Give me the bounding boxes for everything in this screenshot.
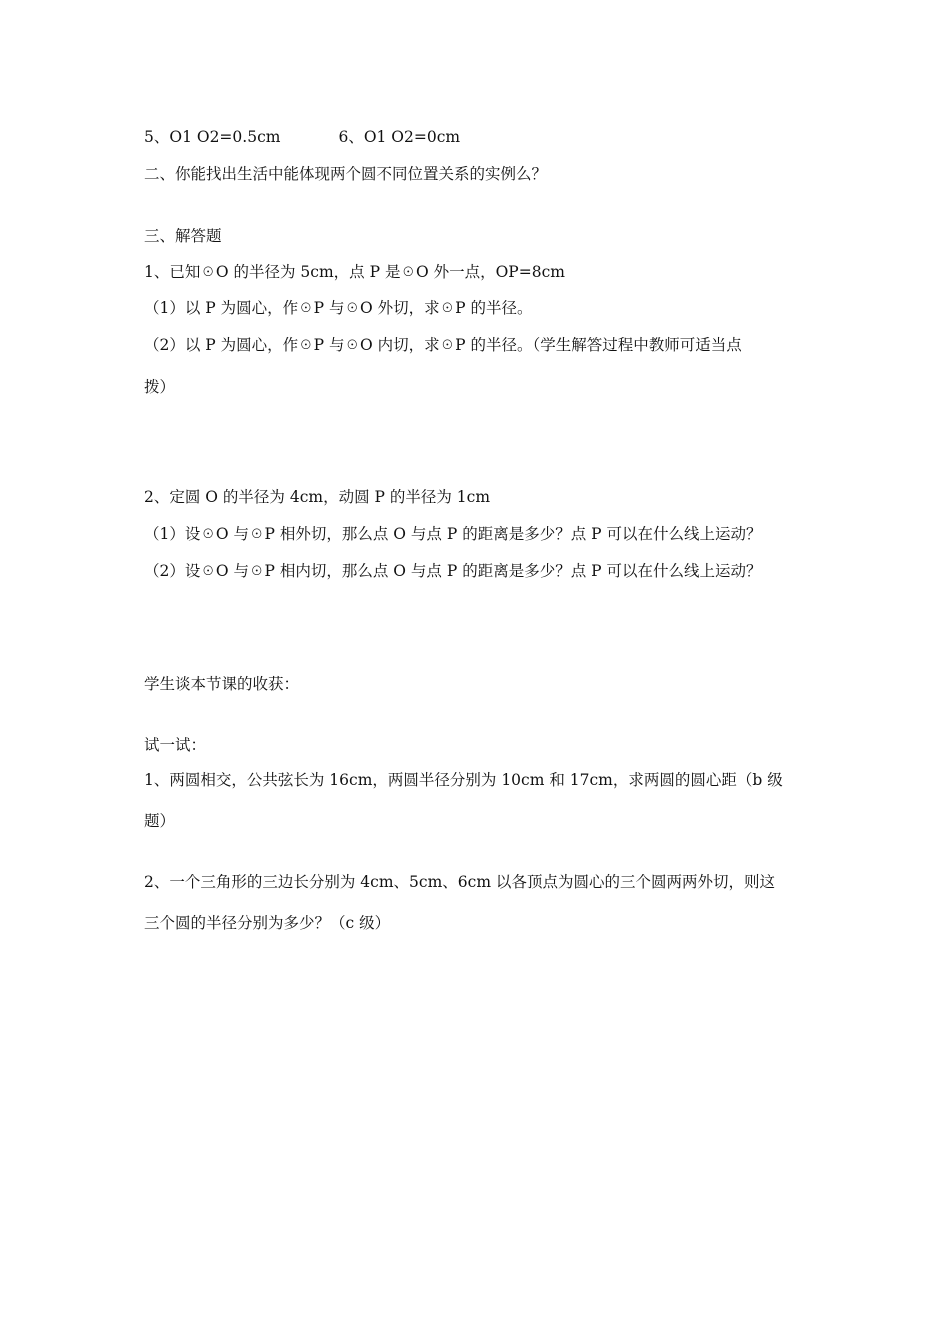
try-problem-2: 2、一个三角形的三边长分别为 4cm、5cm、6cm 以各顶点为圆心的三个圆两两外切，则这 (144, 873, 775, 891)
try-problem-2-continued: 三个圆的半径分别为多少？（c 级） (144, 914, 391, 932)
problem-1-part-1: （1）以 P 为圆心，作☉P 与☉O 外切，求☉P 的半径。 (144, 299, 533, 317)
option-6: 6、O1 O2=0cm (338, 128, 461, 146)
problem-2-statement: 2、定圆 O 的半径为 4cm，动圆 P 的半径为 1cm (144, 488, 491, 506)
section-two-question: 二、你能找出生活中能体现两个圆不同位置关系的实例么？ (144, 165, 548, 183)
student-reflection-heading: 学生谈本节课的收获： (144, 675, 300, 693)
try-problem-1: 1、两圆相交，公共弦长为 16cm，两圆半径分别为 10cm 和 17cm，求两圆的圆心距（b 级 (144, 771, 783, 789)
section-three-heading: 三、解答题 (144, 227, 222, 245)
try-problem-1-continued: 题） (144, 812, 176, 830)
problem-1-part-2-continued: 拨） (144, 378, 176, 396)
try-it-heading: 试一试： (144, 736, 207, 754)
option-5: 5、O1 O2=0.5cm (144, 128, 281, 146)
problem-2-part-2: （2）设☉O 与☉P 相内切，那么点 O 与点 P 的距离是多少？点 P 可以在什么线上运动？ (144, 562, 762, 580)
options-row (144, 127, 824, 147)
problem-1-part-2: （2）以 P 为圆心，作☉P 与☉O 内切，求☉P 的半径。（学生解答过程中教师可适当点 (144, 336, 742, 354)
problem-2-part-1: （1）设☉O 与☉P 相外切，那么点 O 与点 P 的距离是多少？点 P 可以在什么线上运动？ (144, 525, 762, 543)
problem-1-statement: 1、已知☉O 的半径为 5cm，点 P 是☉O 外一点，OP=8cm (144, 263, 565, 281)
